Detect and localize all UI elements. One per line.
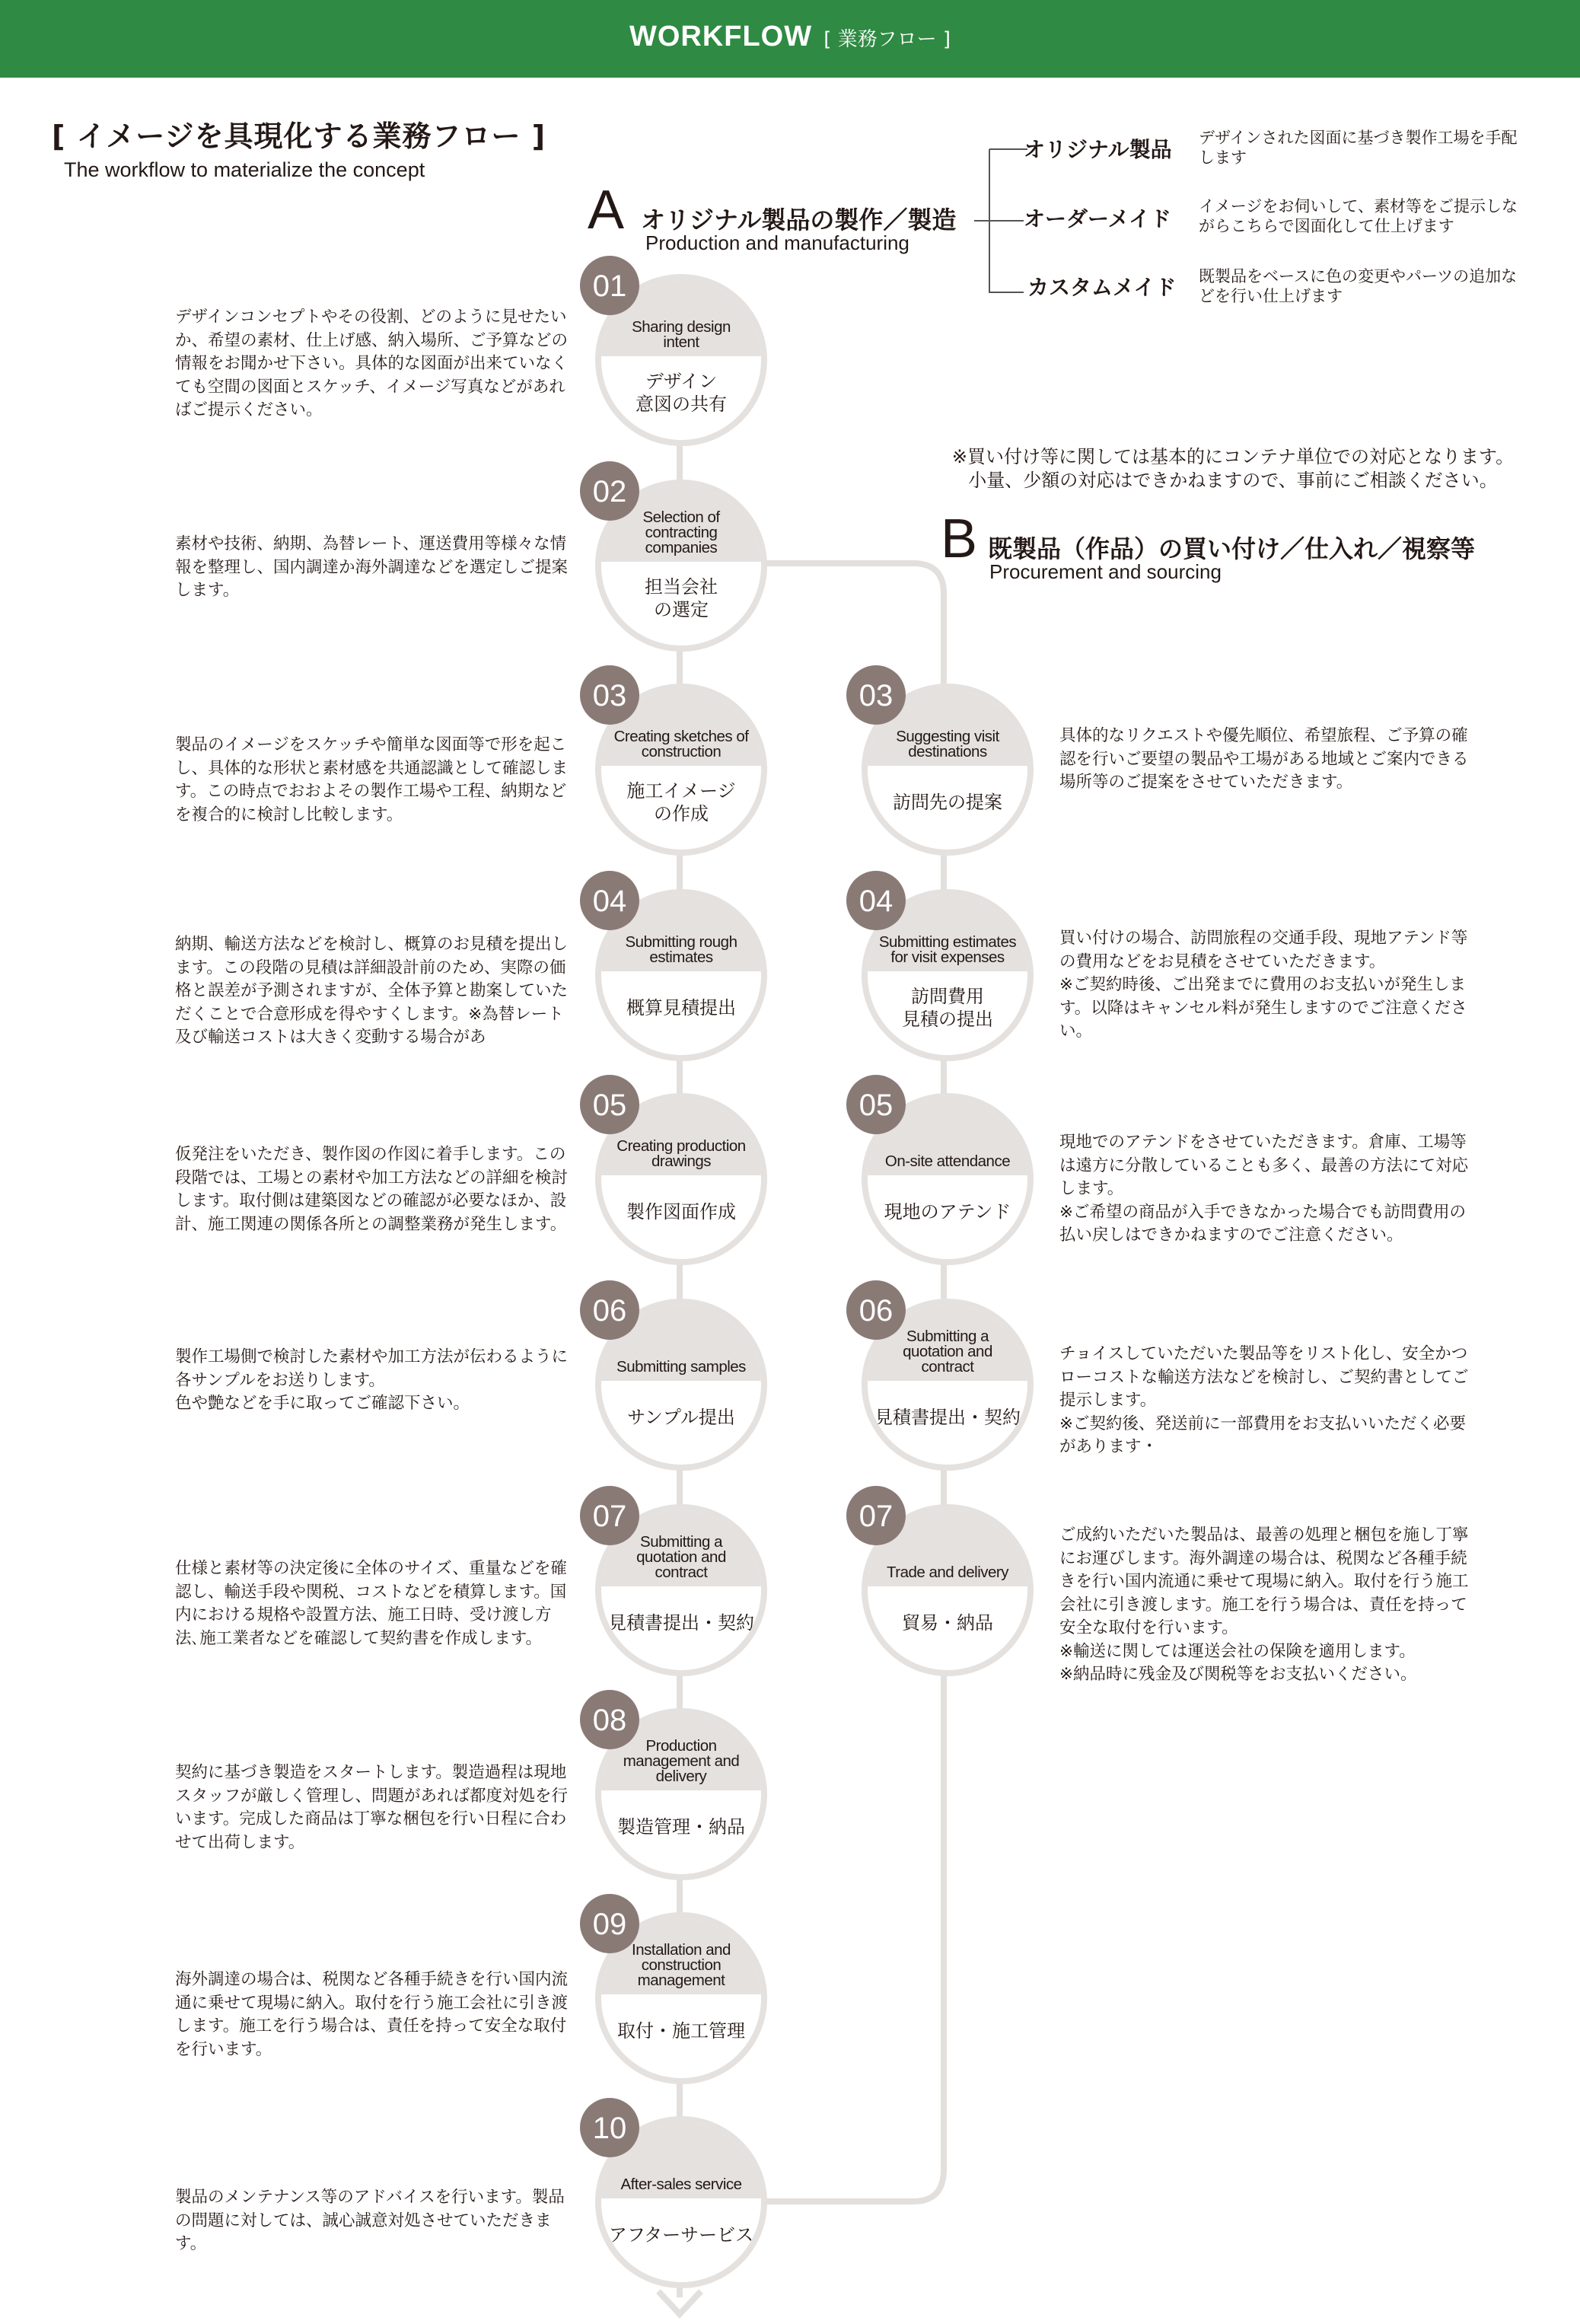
header-subtitle: [ 業務フロー ]	[823, 28, 951, 51]
step-b-04-desc: 買い付けの場合、訪問旅程の交通手段、現地アテンド等の費用などをお見積をさせていただきます。 ※ご契約時後、ご出発までに費用のお支払いが発生します。以降はキャンセル料が発生しますのでご注意ください。	[1059, 929, 1468, 1041]
section-b-letter: B	[941, 508, 978, 569]
step-b-05	[858, 1089, 1034, 1265]
step-en-label: Production management and delivery	[623, 1737, 740, 1785]
step-en-label: Submitting rough estimates	[625, 933, 737, 966]
step-en-label: Submitting a quotation and contract	[636, 1533, 726, 1581]
step-jp-label: アフターサービス	[608, 2224, 754, 2246]
step-b-03-desc: 具体的なリクエストや優先順位、希望旅程、ご予算の確認を行いご要望の製品や工場がある地域とご案内できる場所等のご提案をさせていただきます。	[1059, 726, 1469, 792]
step-b-06-desc: チョイスしていただいた製品等をリスト化し、安全かつローコストな輸送方法などを検討し、ご契約書としてご提示します。 ※ご契約後、発送前に一部費用をお支払いいただく必要があります・	[1059, 1344, 1469, 1456]
step-en-label: Submitting a quotation and contract	[903, 1328, 992, 1376]
step-b-06	[858, 1294, 1034, 1471]
step-en-label: Creating production drawings	[616, 1137, 746, 1170]
step-a-07-desc: 仕様と素材等の決定後に全体のサイズ、重量などを確認し、輸送手段や関税、コストなどを積算します。国内における規格や設置方法、施工日時、受け渡し方法､施工業者などを確認して契約書を作成します。	[175, 1559, 567, 1648]
step-jp-label: 施工イメージ の作成	[626, 780, 736, 824]
step-number: 01	[580, 256, 639, 315]
step-en-label: Suggesting visit destinations	[896, 728, 999, 760]
step-a-07	[592, 1500, 767, 1676]
step-jp-label: 担当会社 の選定	[645, 576, 718, 620]
step-en-label: Trade and delivery	[886, 1564, 1009, 1581]
step-a-08	[592, 1704, 767, 1880]
type-desc-ordermade: イメージをお伺いして、素材等をご提示しながらこちらで図面化して仕上げます	[1199, 197, 1518, 235]
step-en-label: Submitting samples	[616, 1358, 746, 1376]
step-a-02-desc: 素材や技術、納期、為替レート、運送費用等様々な情報を整理し、国内調達か海外調達などを選定しご提案します。	[175, 534, 569, 600]
note-b	[929, 445, 1537, 493]
type-label-custommade: カスタムメイド	[1027, 275, 1177, 300]
step-b-04	[858, 885, 1034, 1061]
section-b-subtitle: Procurement and sourcing	[989, 560, 1222, 583]
note-b-line-1: ※買い付け等に関しては基本的にコンテナ単位での対応となります。	[951, 446, 1515, 467]
step-a-10	[592, 2112, 767, 2288]
step-en-label: Installation and construction management	[632, 1941, 731, 1989]
step-en-label: Selection of contracting companies	[642, 508, 720, 556]
page-title: [ イメージを具現化する業務フロー ]	[52, 120, 546, 153]
step-a-05	[592, 1089, 767, 1265]
step-number: 09	[580, 1894, 639, 1953]
step-b-07-desc: ご成約いただいた製品は、最善の処理と梱包を施し丁寧にお運びします。海外調達の場合は、税関など各種手続きを行い国内流通に乗せて現場に納入。取付を行う施工会社に引き渡します。施工を行う場合は、責任を持って安全な取付を行います。 ※輸送に関しては運送会社の保険を適用します。 ※納品時に残金及び関税等をお支払いください。	[1059, 1525, 1469, 1684]
step-jp-label: 貿易・納品	[902, 1612, 993, 1634]
step-number: 03	[846, 665, 906, 725]
note-b-line-2: 小量、少額の対応はできかねますので、事前にご相談ください。	[968, 470, 1498, 491]
step-number: 06	[846, 1280, 906, 1340]
step-jp-label: 概算見積提出	[626, 997, 736, 1019]
step-a-01	[592, 269, 767, 446]
step-en-label: Submitting estimates for visit expenses	[878, 933, 1017, 966]
header-title: WORKFLOW	[629, 21, 813, 53]
step-en-label: Sharing design intent	[632, 318, 731, 351]
page-subtitle: The workflow to materialize the concept	[64, 158, 425, 181]
step-en-label: On-site attendance	[884, 1152, 1011, 1170]
step-jp-label: 製造管理・納品	[617, 1816, 745, 1838]
step-jp-label: 製作図面作成	[626, 1201, 736, 1223]
step-a-03-desc: 製品のイメージをスケッチや簡単な図面等で形を起こし、具体的な形状と素材感を共通認識として確認します。この時点でおおよその製作工場や工程、納期などを複合的に検討し比較します。	[175, 735, 569, 824]
step-a-06	[592, 1294, 767, 1471]
step-number: 04	[580, 871, 639, 930]
step-number: 06	[580, 1280, 639, 1340]
type-desc-custommade: 既製品をベースに色の変更やパーツの追加などを行い仕上げます	[1199, 267, 1518, 305]
step-a-02	[592, 475, 767, 652]
step-a-01-desc: デザインコンセプトやその役割、どのように見せたいか、希望の素材、仕上げ感、納入場所、ご予算などの情報をお聞かせ下さい。具体的な図面が出来ていなくても空間の図面とスケッチ、イメージ写真などがあればご提示ください。	[175, 308, 569, 419]
step-jp-label: デザイン 意図の共有	[636, 371, 727, 415]
step-b-07	[858, 1500, 1034, 1676]
step-jp-label: 訪問費用 見積の提出	[902, 986, 993, 1030]
step-number: 05	[846, 1075, 906, 1134]
section-a-letter: A	[588, 180, 625, 241]
step-a-03	[592, 679, 767, 856]
step-number: 02	[580, 461, 639, 521]
section-a-subtitle: Production and manufacturing	[645, 231, 909, 254]
step-en-label: Creating sketches of construction	[613, 728, 749, 760]
step-b-05-desc: 現地でのアテンドをさせていただきます。倉庫、工場等は遠方に分散していることも多く、最善の方法にて対応します。 ※ご希望の商品が入手できなかった場合でも訪問費用の払い戻しはできかねますのでご注意ください。	[1059, 1133, 1469, 1245]
step-number: 04	[846, 871, 906, 930]
step-b-03	[858, 679, 1034, 856]
step-a-04-desc: 納期、輸送方法などを検討し、概算のお見積を提出します。この段階の見積は詳細設計前のため、実際の価格と誤差が予測されますが、全体予算と勘案していただくことで合意形成を得やすくします。※為替レート及び輸送コストは大きく変動する場合があ	[175, 935, 569, 1047]
step-a-09-desc: 海外調達の場合は、税関など各種手続きを行い国内流通に乗せて現場に納入。取付を行う施工会社に引き渡します。施工を行う場合は、責任を持って安全な取付を行います。	[175, 1970, 569, 2059]
step-number: 07	[846, 1486, 906, 1545]
step-number: 03	[580, 665, 639, 725]
section-b-title: 既製品（作品）の買い付け／仕入れ／視察等	[988, 534, 1476, 563]
step-number: 07	[580, 1486, 639, 1545]
step-a-06-desc: 製作工場側で検討した素材や加工方法が伝わるように各サンプルをお送りします。 色や艶などを手に取ってご確認下さい。	[175, 1347, 569, 1413]
step-a-09	[592, 1908, 767, 2084]
step-a-05-desc: 仮発注をいただき、製作図の作図に着手します。この段階では、工場との素材や加工方法などの詳細を検討します。取付側は建築図などの確認が必要なほか、設計、施工関連の関係各所との調整業務が発生します。	[175, 1145, 569, 1234]
step-jp-label: 訪問先の提案	[893, 792, 1002, 813]
step-en-label: After-sales service	[620, 2176, 742, 2193]
type-desc-original: デザインされた図面に基づき製作工場を手配します	[1199, 129, 1518, 167]
step-jp-label: サンプル提出	[627, 1407, 735, 1428]
step-jp-label: 見積書提出・契約	[608, 1612, 754, 1634]
section-a-title: オリジナル製品の製作／製造	[641, 206, 957, 234]
step-a-08-desc: 契約に基づき製造をスタートします。製造過程は現地スタッフが厳しく管理し、問題があれば都度対処を行います。完成した商品は丁寧な梱包を行い日程に合わせて出荷します。	[175, 1763, 569, 1852]
header-bar	[0, 0, 1580, 78]
step-a-04	[592, 885, 767, 1061]
step-number: 10	[580, 2098, 639, 2157]
step-jp-label: 見積書提出・契約	[874, 1407, 1021, 1428]
type-label-ordermade: オーダーメイド	[1024, 206, 1172, 231]
type-label-original: オリジナル製品	[1024, 137, 1172, 162]
step-number: 08	[580, 1690, 639, 1749]
step-a-10-desc: 製品のメンテナンス等のアドバイスを行います。製品の問題に対しては、誠心誠意対処させていただきます。	[175, 2188, 565, 2253]
type-bracket	[974, 149, 1027, 292]
step-jp-label: 取付・施工管理	[617, 2020, 745, 2042]
step-number: 05	[580, 1075, 639, 1134]
step-jp-label: 現地のアテンド	[884, 1201, 1011, 1223]
